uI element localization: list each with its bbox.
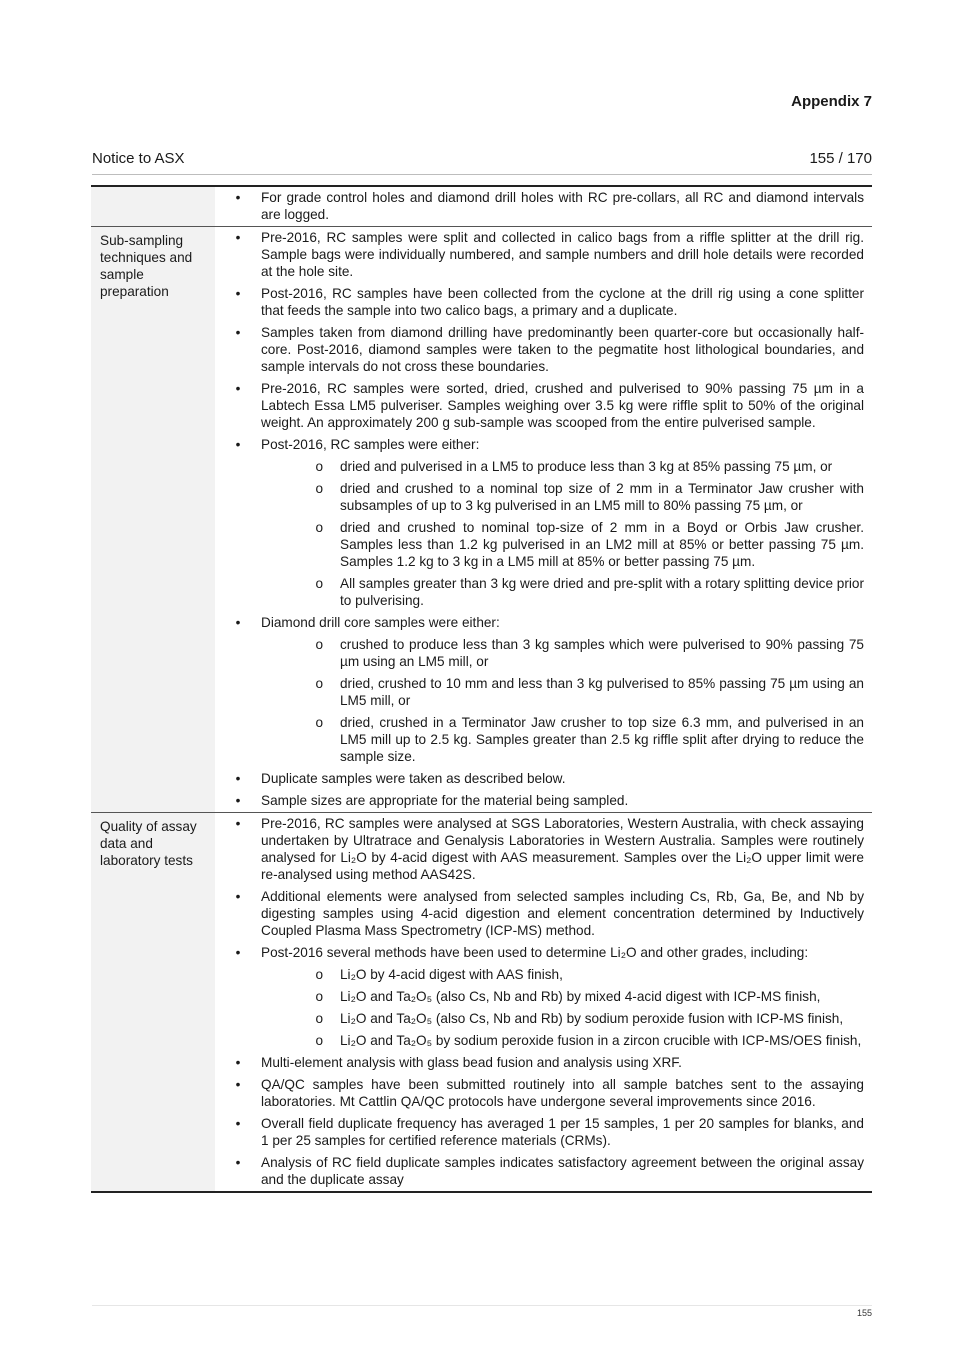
sub-bullet-icon: o xyxy=(315,481,323,496)
document-title: Notice to ASX xyxy=(92,150,185,167)
sub-bullet-icon: o xyxy=(315,967,323,982)
list-item: • Analysis of RC field duplicate samples indicates satisfactory agreement between the original assay and the duplicate assay xyxy=(215,1154,864,1188)
bullet-icon: • xyxy=(235,325,241,340)
sub-list-item: o dried and pulverised in a LM5 to produce less than 3 kg at 85% passing 75 µm, or xyxy=(215,458,864,475)
bullet-icon: • xyxy=(235,1155,241,1170)
list-item: • Duplicate samples were taken as described below. xyxy=(215,770,864,787)
bullet-icon: • xyxy=(235,286,241,301)
sub-bullet-icon: o xyxy=(315,459,323,474)
table-row xyxy=(91,226,872,812)
list-item: • QA/QC samples have been submitted routinely into all sample batches sent to the assaying laboratories. Mt Cattlin QA/QC protocols have undergone several improvements since 2016. xyxy=(215,1076,864,1110)
sub-list-item: o dried and crushed to nominal top-size of 2 mm in a Boyd or Orbis Jaw crusher. Samples less than 1.2 kg pulverised in an LM2 mill at 85% or better passing 75 µm. Samples 1.2 kg to 3 kg in a LM5 mill at 85% or better passing 75 µm. xyxy=(215,519,864,570)
sub-bullet-icon: o xyxy=(315,676,323,691)
row-content xyxy=(215,813,872,1191)
sub-bullet-icon: o xyxy=(315,1033,323,1048)
footer-page-number: 155 xyxy=(856,1308,872,1318)
bullet-icon: • xyxy=(235,771,241,786)
sub-list-item: o Li₂O and Ta₂O₅ (also Cs, Nb and Rb) by mixed 4-acid digest with ICP-MS finish, xyxy=(215,988,864,1005)
sub-list-item: o Li₂O and Ta₂O₅ by sodium peroxide fusion in a zircon crucible with ICP-MS/OES finish, xyxy=(215,1032,864,1049)
jorc-table xyxy=(91,185,872,1193)
bullet-icon: • xyxy=(235,381,241,396)
sub-bullet-icon: o xyxy=(315,637,323,652)
bullet-icon: • xyxy=(235,437,241,452)
table-row xyxy=(91,185,872,226)
bullet-icon: • xyxy=(235,1116,241,1131)
bullet-icon: • xyxy=(235,190,241,205)
list-item: • Pre-2016, RC samples were split and collected in calico bags from a riffle splitter at the drill rig. Sample bags were individually numbered, and sample numbers and drill hole details were recorded at the hole site. xyxy=(215,229,864,280)
bullet-icon: • xyxy=(235,889,241,904)
sub-bullet-icon: o xyxy=(315,715,323,730)
bullet-icon: • xyxy=(235,793,241,808)
list-item: • Pre-2016, RC samples were analysed at SGS Laboratories, Western Australia, with check assaying undertaken by Ultratrace and Genalysis Laboratories in Western Australia. Samples were routinely analysed for Li₂O by 4-acid digest with AAS measurement. Samples over the Li₂O upper limit were re-analysed using method AAS42S. xyxy=(215,815,864,883)
bullet-icon: • xyxy=(235,1055,241,1070)
appendix-label: Appendix 7 xyxy=(791,93,872,110)
sub-list-item: o dried and crushed to a nominal top size of 2 mm in a Terminator Jaw crusher with subsamples of up to 3 kg pulverised in an LM5 mill to 80% passing 75 µm, or xyxy=(215,480,864,514)
bullet-icon: • xyxy=(235,230,241,245)
sub-list-item: o crushed to produce less than 3 kg samples which were pulverised to 90% passing 75 µm using an LM5 mill, or xyxy=(215,636,864,670)
sub-list-item: o Li₂O and Ta₂O₅ (also Cs, Nb and Rb) by sodium peroxide fusion with ICP-MS finish, xyxy=(215,1010,864,1027)
list-item: • Diamond drill core samples were either: xyxy=(215,614,864,631)
list-item: • Post-2016, RC samples were either: xyxy=(215,436,864,453)
list-item: • Post-2016, RC samples have been collected from the cyclone at the drill rig using a cone splitter that feeds the sample into two calico bags, a primary and a duplicate. xyxy=(215,285,864,319)
header-divider xyxy=(92,174,872,175)
row-content xyxy=(215,227,872,812)
sub-list-item: o dried, crushed to 10 mm and less than 3 kg pulverised to 85% passing 75 µm using an LM5 mill, or xyxy=(215,675,864,709)
list-item: • Multi-element analysis with glass bead fusion and analysis using XRF. xyxy=(215,1054,864,1071)
sub-bullet-icon: o xyxy=(315,1011,323,1026)
sub-bullet-icon: o xyxy=(315,520,323,535)
row-label: Sub-sampling techniques and sample preparation xyxy=(91,227,215,812)
list-item: • Sample sizes are appropriate for the material being sampled. xyxy=(215,792,864,809)
list-item: • For grade control holes and diamond drill holes with RC pre-collars, all RC and diamond intervals are logged. xyxy=(215,189,864,223)
footer-divider xyxy=(92,1305,872,1306)
sub-list-item: o All samples greater than 3 kg were dried and pre-split with a rotary splitting device prior to pulverising. xyxy=(215,575,864,609)
bullet-icon: • xyxy=(235,816,241,831)
bullet-icon: • xyxy=(235,615,241,630)
bullet-icon: • xyxy=(235,945,241,960)
sub-list-item: o Li₂O by 4-acid digest with AAS finish, xyxy=(215,966,864,983)
row-content xyxy=(215,187,872,226)
sub-list-item: o dried, crushed in a Terminator Jaw crusher to top size 6.3 mm, and pulverised in an LM5 mill up to 2.5 kg. Samples greater than 2.5 kg riffle split after drying to reduce the sample size. xyxy=(215,714,864,765)
list-item: • Samples taken from diamond drilling have predominantly been quarter-core but occasionally half-core. Post-2016, diamond samples were taken to the pegmatite host lithological boundaries, and sample intervals do not cross these boundaries. xyxy=(215,324,864,375)
list-item: • Additional elements were analysed from selected samples including Cs, Rb, Ga, Be, and Nb by digesting samples using 4-acid digestion and element concentration determined by Inductively Coupled Plasma Mass Spectrometry (ICP-MS) method. xyxy=(215,888,864,939)
bullet-icon: • xyxy=(235,1077,241,1092)
list-item: • Post-2016 several methods have been used to determine Li₂O and other grades, including: xyxy=(215,944,864,961)
page-counter: 155 / 170 xyxy=(809,150,872,167)
row-label xyxy=(91,187,215,226)
row-label: Quality of assay data and laboratory tests xyxy=(91,813,215,1191)
sub-bullet-icon: o xyxy=(315,576,323,591)
table-row xyxy=(91,812,872,1191)
list-item: • Overall field duplicate frequency has averaged 1 per 15 samples, 1 per 20 samples for blanks, and 1 per 25 samples for certified reference materials (CRMs). xyxy=(215,1115,864,1149)
list-item: • Pre-2016, RC samples were sorted, dried, crushed and pulverised to 90% passing 75 µm in a Labtech Essa LM5 pulveriser. Samples weighing over 3.5 kg were riffle split to 50% of the original weight. An approximately 200 g sub-sample was scooped from the entire pulverised sample. xyxy=(215,380,864,431)
sub-bullet-icon: o xyxy=(315,989,323,1004)
